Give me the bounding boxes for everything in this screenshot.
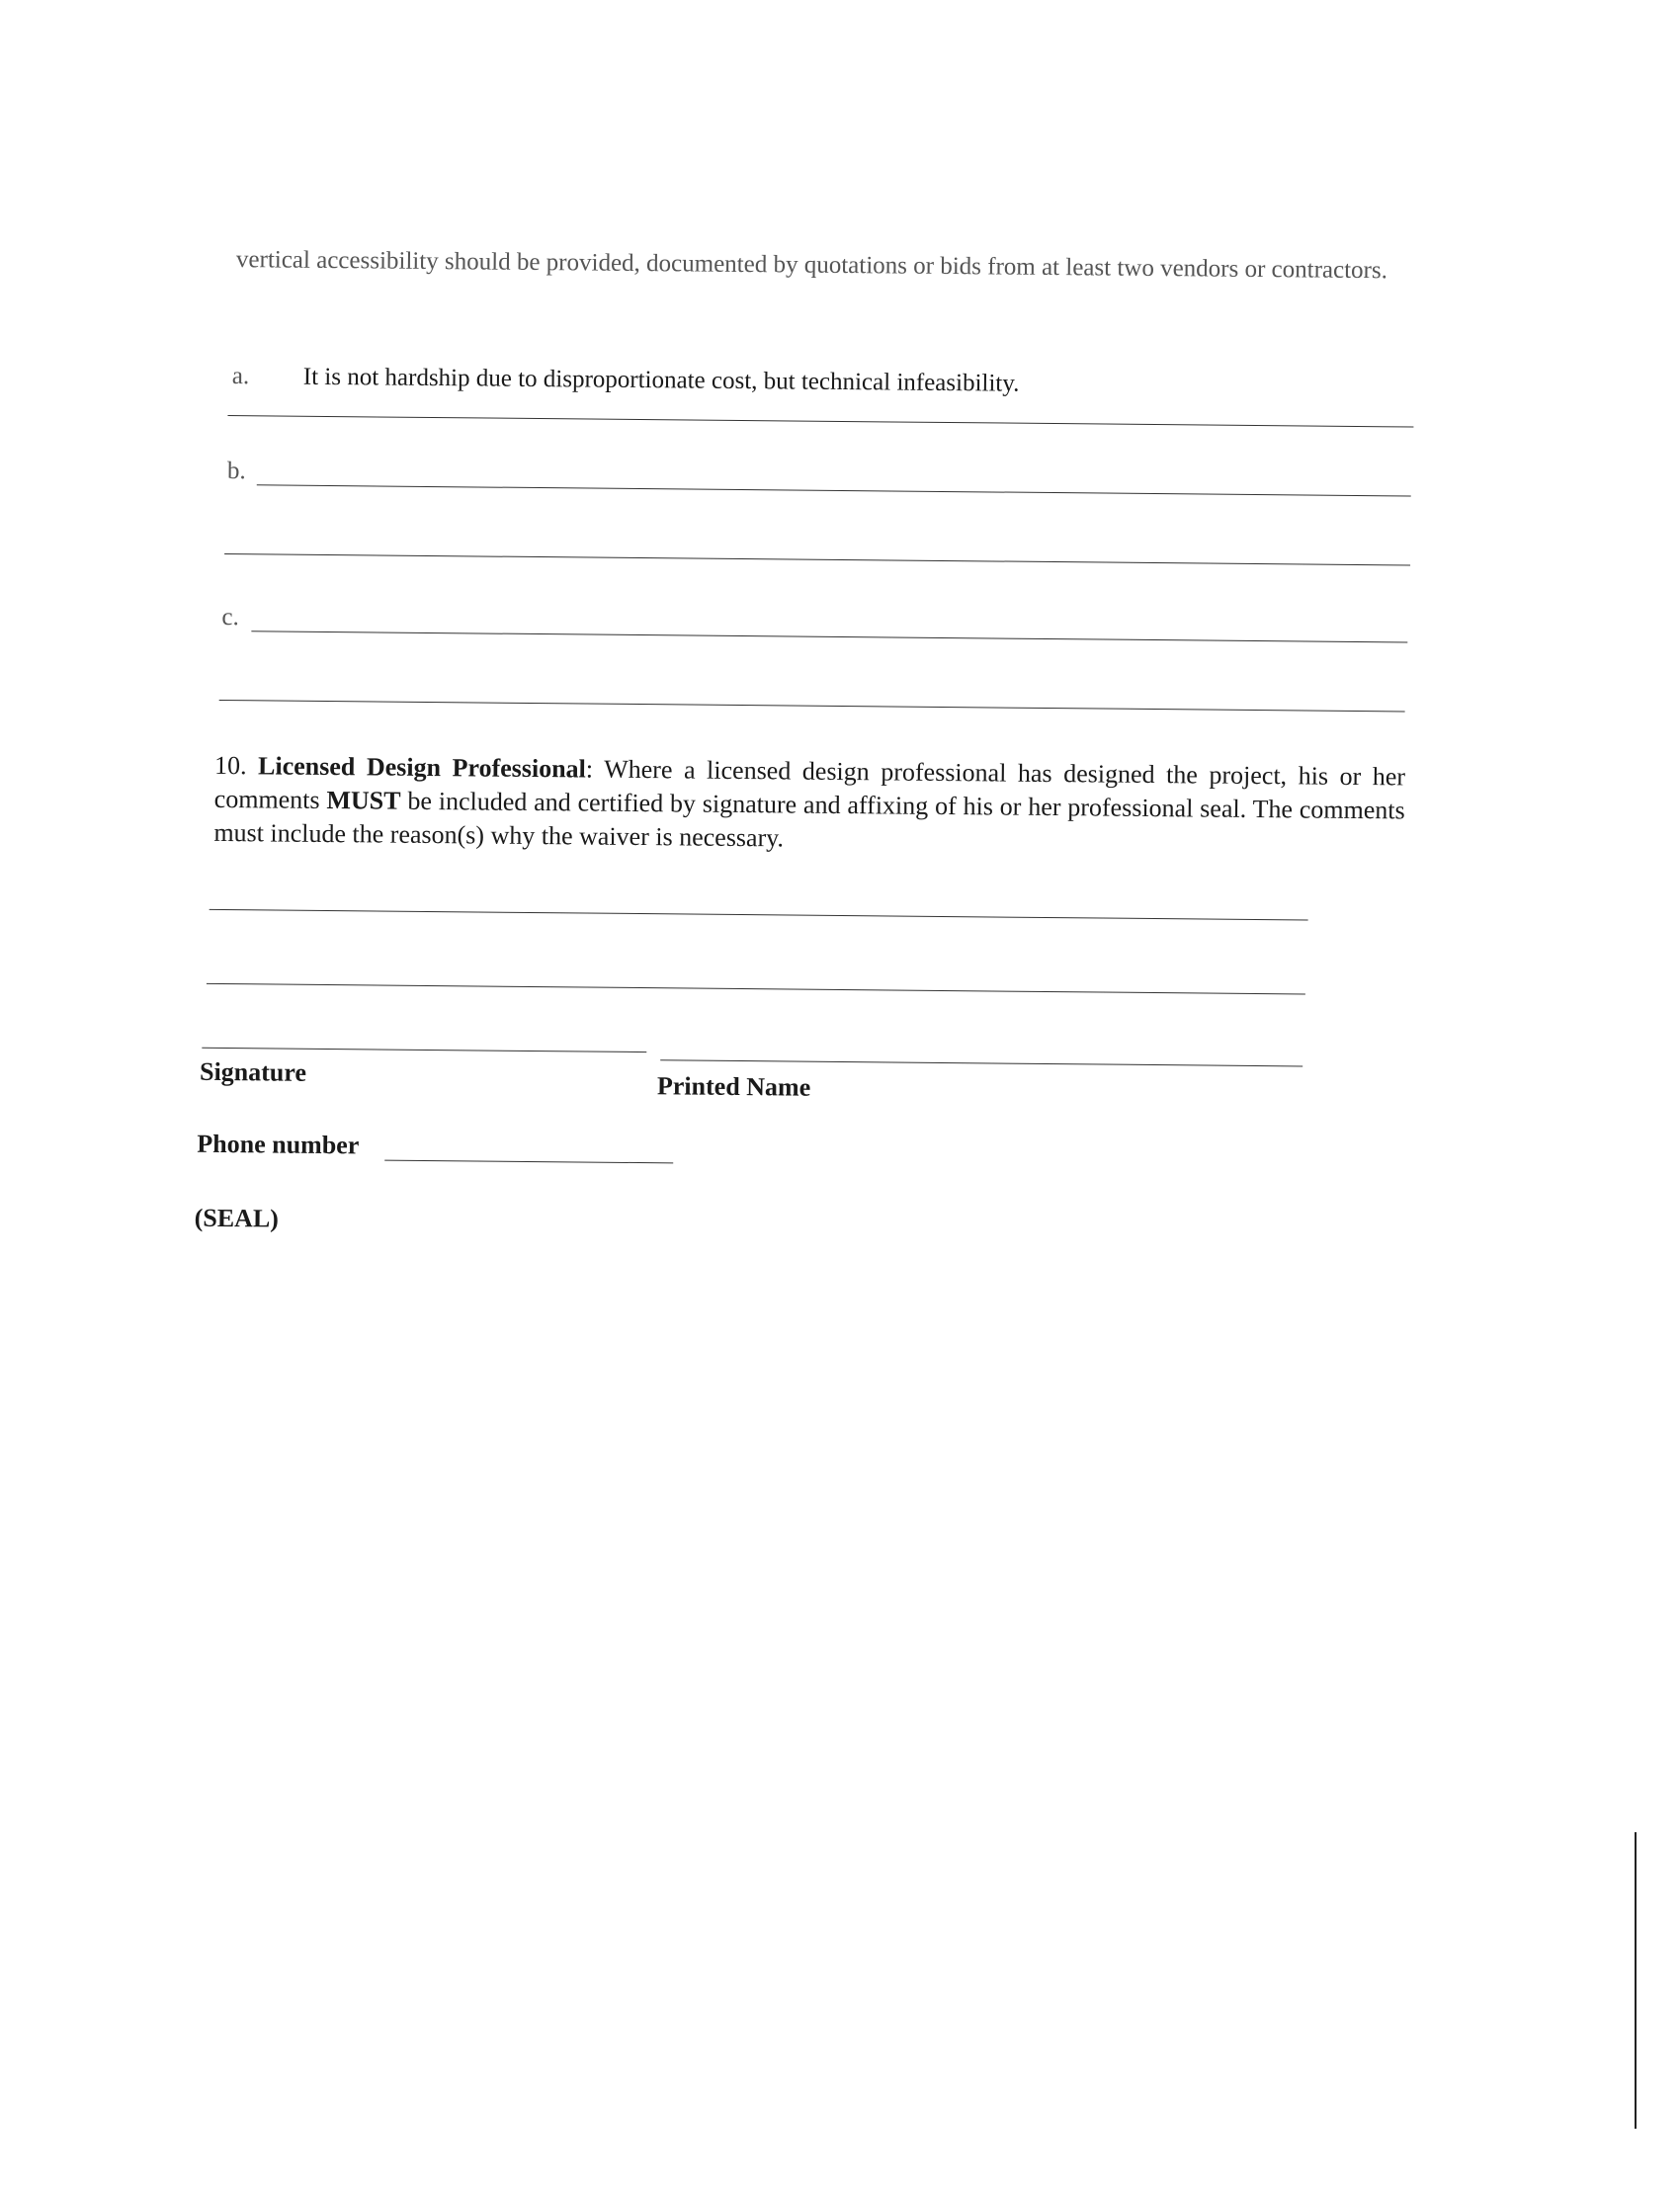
item-b-label: b. xyxy=(226,458,246,485)
section-10-number: 10. xyxy=(213,750,247,781)
intro-paragraph: vertical accessibility should be provided, documented by quotations or bids from at least two vendors or contractors. xyxy=(235,246,1388,285)
item-a-answer-line[interactable] xyxy=(227,415,1413,428)
phone-number-label: Phone number xyxy=(197,1129,360,1160)
section-10-text-2: be included and certified by signature and affixing of his or her professional seal. The comments must include the reason(s) why the waiver is necessary. xyxy=(213,786,1405,853)
item-c-answer-line-1[interactable] xyxy=(251,631,1407,642)
item-c-answer-line-2[interactable] xyxy=(219,700,1405,713)
scan-edge-line xyxy=(1635,1832,1637,2129)
printed-name-line[interactable] xyxy=(660,1059,1302,1066)
section-10-paragraph xyxy=(213,749,1405,862)
signature-line[interactable] xyxy=(202,1048,646,1052)
must-emphasis: MUST xyxy=(326,785,401,815)
comments-line-2[interactable] xyxy=(207,983,1305,995)
section-10-title: Licensed Design Professional xyxy=(257,751,587,784)
phone-number-line[interactable] xyxy=(384,1160,673,1164)
comments-line-1[interactable] xyxy=(210,909,1308,921)
signature-label: Signature xyxy=(199,1056,307,1087)
item-b-answer-line-1[interactable] xyxy=(257,484,1411,496)
item-b-answer-line-2[interactable] xyxy=(224,553,1410,566)
item-c-label: c. xyxy=(221,603,239,631)
item-a-text: It is not hardship due to disproportionate cost, but technical infeasibility. xyxy=(302,363,1020,397)
section-10-text-1: : Where a licensed design professional has designed the project, his or her comments xyxy=(213,754,1406,814)
printed-name-label: Printed Name xyxy=(656,1071,811,1102)
seal-label: (SEAL) xyxy=(194,1203,280,1233)
item-a-label: a. xyxy=(231,363,250,390)
